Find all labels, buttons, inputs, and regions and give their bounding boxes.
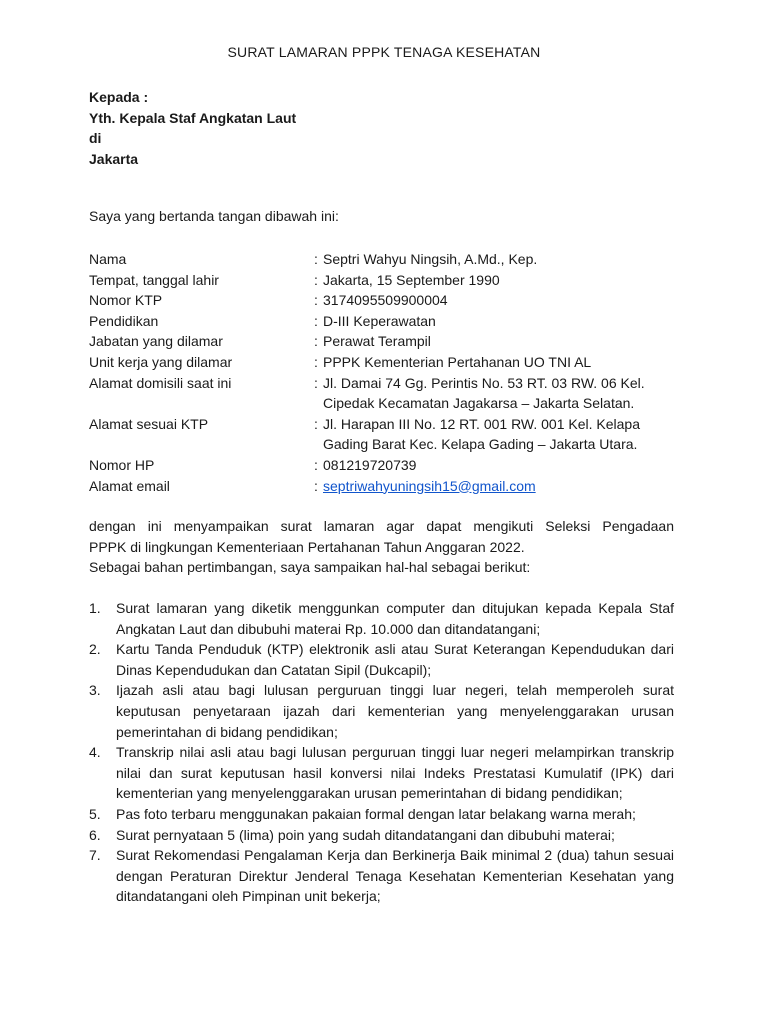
list-item-number: 1. <box>89 600 101 616</box>
field-row <box>89 249 689 270</box>
field-label: Alamat sesuai KTP <box>89 415 209 432</box>
list-item <box>89 598 674 639</box>
field-row <box>89 476 689 497</box>
field-value: 081219720739 <box>323 456 417 473</box>
field-row-continuation <box>89 393 689 414</box>
list-item <box>89 804 674 825</box>
requirements-list <box>89 598 674 907</box>
list-item-text: Surat lamaran yang diketik menggunkan computer dan ditujukan kepada Kepala Staf Angkatan Laut dan dibubuhi materai Rp. 10.000 dan ditandatangani; <box>116 600 674 637</box>
field-value: Jl. Damai 74 Gg. Perintis No. 53 RT. 03 RW. 06 Kel. <box>323 374 645 391</box>
field-value-continuation: Gading Barat Kec. Kelapa Gading – Jakarta Utara. <box>323 436 638 453</box>
list-item-text: Pas foto terbaru menggunakan pakaian formal dengan latar belakang warna merah; <box>116 805 636 822</box>
list-item-text: Ijazah asli atau bagi lulusan perguruan tinggi luar negeri, telah memperoleh surat keputusan penyetaraan ijazah dari kementerian yang menyelenggarakan urusan pemerintahan di bidang pendidikan; <box>116 682 674 740</box>
letter-title: SURAT LAMARAN PPPK TENAGA KESEHATAN <box>227 44 541 60</box>
list-item-number: 4. <box>89 744 101 761</box>
field-colon: : <box>314 415 318 432</box>
recipient-line: Jakarta <box>89 150 139 167</box>
field-value-continuation: Cipedak Kecamatan Jagakarsa – Jakarta Selatan. <box>323 395 635 412</box>
field-label: Alamat domisili saat ini <box>89 374 232 391</box>
field-colon: : <box>314 292 318 309</box>
field-label: Nama <box>89 251 127 267</box>
field-label: Unit kerja yang dilamar <box>89 353 233 370</box>
intro-text: Saya yang bertanda tangan dibawah ini: <box>89 208 339 224</box>
field-row <box>89 270 689 291</box>
field-colon: : <box>314 251 318 267</box>
field-value: D-III Keperawatan <box>323 312 436 329</box>
list-item-number: 6. <box>89 826 101 843</box>
list-item <box>89 845 674 907</box>
field-label: Nomor KTP <box>89 292 163 309</box>
email-link[interactable]: septriwahyuningsih15@gmail.com <box>323 477 536 494</box>
field-label: Tempat, tanggal lahir <box>89 271 219 288</box>
recipient-line: Kepada : <box>89 89 149 105</box>
list-item-number: 2. <box>89 641 101 658</box>
paragraph-line: PPPK di lingkungan Kementeriaan Pertahanan Tahun Anggaran 2022. <box>89 538 525 555</box>
list-item <box>89 825 674 846</box>
field-label: Pendidikan <box>89 312 159 329</box>
field-row <box>89 331 689 352</box>
list-item-number: 3. <box>89 682 101 699</box>
recipient-line: Yth. Kepala Staf Angkatan Laut <box>89 109 297 126</box>
field-value: 3174095509900004 <box>323 292 448 309</box>
list-item <box>89 639 674 680</box>
body-paragraph <box>89 516 674 578</box>
applicant-fields <box>89 249 689 496</box>
list-item <box>89 680 674 742</box>
field-value: Septri Wahyu Ningsih, A.Md., Kep. <box>323 251 538 267</box>
field-value: Jl. Harapan III No. 12 RT. 001 RW. 001 Kel. Kelapa <box>323 415 640 432</box>
field-row <box>89 455 689 476</box>
list-item-text: Kartu Tanda Penduduk (KTP) elektronik asli atau Surat Keterangan Kependudukan dari Dinas Kependudukan dan Catatan Sipil (Dukcapil); <box>116 641 674 678</box>
list-item-number: 5. <box>89 805 101 822</box>
field-row <box>89 352 689 373</box>
field-label: Nomor HP <box>89 456 155 473</box>
field-row <box>89 290 689 311</box>
recipient-block <box>89 87 296 169</box>
field-label: Jabatan yang dilamar <box>89 333 223 350</box>
list-item <box>89 742 674 804</box>
list-item-number: 7. <box>89 847 101 864</box>
field-row-continuation <box>89 434 689 455</box>
list-item-text: Transkrip nilai asli atau bagi lulusan perguruan tinggi luar negeri melampirkan transkrip nilai dan surat keputusan hasil konversi nilai Indeks Prestatasi Kumulatif (IPK) dari kementerian yang menyelenggarakan urusan pemerintahan di bidang pendidikan; <box>116 744 674 802</box>
paragraph-line: Sebagai bahan pertimbangan, saya sampaikan hal-hal sebagai berikut: <box>89 559 531 576</box>
field-row <box>89 414 689 435</box>
list-item-text: Surat pernyataan 5 (lima) poin yang sudah ditandatangani dan dibubuhi materai; <box>116 826 615 843</box>
list-item-text: Surat Rekomendasi Pengalaman Kerja dan Berkinerja Baik minimal 2 (dua) tahun sesuai dengan Peraturan Direktur Jenderal Tenaga Kesehatan Kementerian Kesehatan yang ditandatangani oleh Pimpinan unit bekerja; <box>116 847 674 905</box>
field-value: PPPK Kementerian Pertahanan UO TNI AL <box>323 353 592 370</box>
paragraph-line: dengan ini menyampaikan surat lamaran agar dapat mengikuti Seleksi Pengadaan <box>89 518 674 534</box>
field-colon: : <box>314 271 318 288</box>
field-row <box>89 311 689 332</box>
field-colon: : <box>314 456 318 473</box>
field-row <box>89 373 689 394</box>
field-value: Jakarta, 15 September 1990 <box>323 271 500 288</box>
field-colon: : <box>314 353 318 370</box>
field-colon: : <box>314 374 318 391</box>
field-label: Alamat email <box>89 477 170 494</box>
field-colon: : <box>314 477 318 494</box>
recipient-line: di <box>89 130 102 147</box>
field-value: Perawat Terampil <box>323 333 431 350</box>
field-colon: : <box>314 333 318 350</box>
field-colon: : <box>314 312 318 329</box>
